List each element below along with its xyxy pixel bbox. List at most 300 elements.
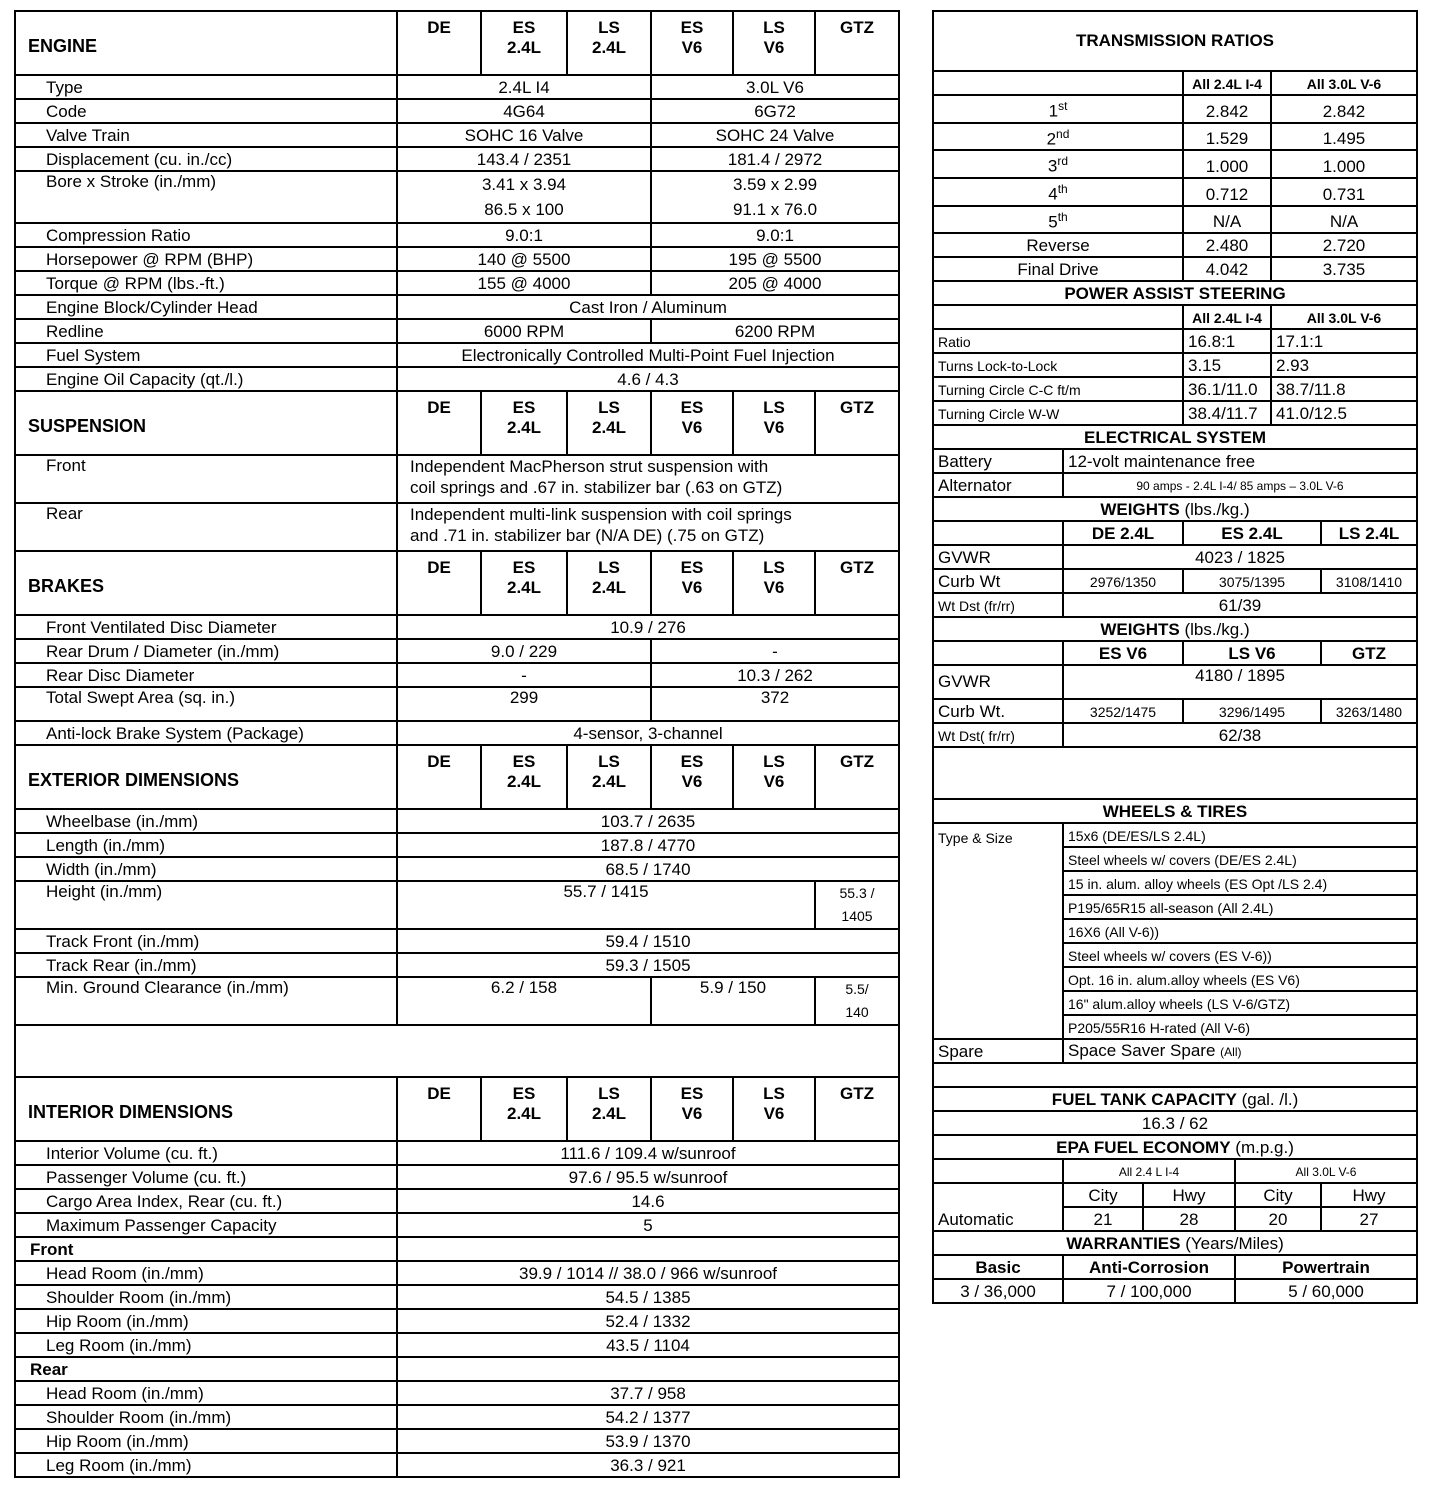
col-head: Basic <box>933 1255 1063 1279</box>
row-label: Rear Disc Diameter <box>15 663 397 687</box>
row-label: Wt Dst( fr/rr) <box>933 723 1063 747</box>
value-v6: 5.9 / 150 <box>651 977 815 1025</box>
row-label: Cargo Area Index, Rear (cu. ft.) <box>15 1189 397 1213</box>
ratio-b: N/A <box>1271 206 1417 234</box>
wheels-title: WHEELS & TIRES <box>933 799 1417 823</box>
row-label: Rear Drum / Diameter (in./mm) <box>15 639 397 663</box>
col-head: LS V6 <box>1183 641 1321 665</box>
transmission-title: TRANSMISSION RATIOS <box>933 11 1417 71</box>
value-all: 103.7 / 2635 <box>397 809 899 833</box>
table-row <box>15 929 899 953</box>
warranty-value: 5 / 60,000 <box>1235 1279 1417 1303</box>
ratio-b: 3.735 <box>1271 257 1417 281</box>
steering-title-row <box>933 281 1417 305</box>
col-head: Powertrain <box>1235 1255 1417 1279</box>
electrical-title-row <box>933 425 1417 449</box>
fuel-tank-title: FUEL TANK CAPACITY <box>1051 1090 1237 1110</box>
gear-label <box>933 123 1183 151</box>
table-row <box>933 665 1417 699</box>
table-row <box>15 1381 899 1405</box>
trim-header: DE <box>397 11 481 75</box>
value-all: 59.4 / 1510 <box>397 929 899 953</box>
col-head: GTZ <box>1321 641 1417 665</box>
gear-suffix: th <box>1057 209 1068 224</box>
row-label: Width (in./mm) <box>15 857 397 881</box>
table-row <box>15 1453 899 1477</box>
table-row <box>15 271 899 295</box>
curb-value: 2976/1350 <box>1063 569 1183 593</box>
ratio-b: 1.495 <box>1271 123 1417 151</box>
value-i4: 6.2 / 158 <box>397 977 651 1025</box>
table-row <box>15 857 899 881</box>
value-i4: 6000 RPM <box>397 319 651 343</box>
col-head: ES V6 <box>1063 641 1183 665</box>
table-row <box>933 150 1417 178</box>
value-i4: 9.0:1 <box>397 223 651 247</box>
trim-header: LS 2.4L <box>567 551 651 615</box>
row-label: Height (in./mm) <box>15 881 397 929</box>
wheel-item: 16" alum.alloy wheels (LS V-6/GTZ) <box>1063 991 1417 1015</box>
value-b: 38.7/11.8 <box>1271 377 1417 401</box>
trim-header: ES V6 <box>651 745 733 809</box>
wheel-item: 15 in. alum. alloy wheels (ES Opt /LS 2.4) <box>1063 871 1417 895</box>
mpg-value: 20 <box>1235 1207 1321 1231</box>
row-label: Alternator <box>933 473 1063 497</box>
value-all: Electronically Controlled Multi-Point Fuel Injection <box>397 343 899 367</box>
spec-table-right <box>932 10 1418 1304</box>
row-label: Spare <box>933 1039 1063 1063</box>
trim-header: ES 2.4L <box>481 551 567 615</box>
wheel-item: P195/65R15 all-season (All 2.4L) <box>1063 895 1417 919</box>
hwy-head: Hwy <box>1143 1183 1235 1207</box>
ratio-b: 2.842 <box>1271 95 1417 123</box>
trim-header: LS V6 <box>733 11 815 75</box>
value-b: 2.93 <box>1271 353 1417 377</box>
economy-title: EPA FUEL ECONOMY <box>1056 1138 1231 1158</box>
table-row <box>15 1261 899 1285</box>
gear-label: Reverse <box>933 233 1183 257</box>
warranties-title-row <box>933 1231 1417 1255</box>
value-i4: 143.4 / 2351 <box>397 147 651 171</box>
trim-header: ES V6 <box>651 11 733 75</box>
empty-cell <box>933 521 1063 545</box>
table-row <box>15 1405 899 1429</box>
wheels-title-row <box>933 799 1417 823</box>
interior-header-row <box>15 1077 899 1141</box>
gear-suffix: th <box>1057 181 1068 196</box>
table-row <box>933 95 1417 123</box>
table-head-row <box>933 641 1417 665</box>
gear-label <box>933 178 1183 206</box>
row-label: Engine Oil Capacity (qt./l.) <box>15 367 397 391</box>
warranties-unit: (Years/Miles) <box>1185 1234 1284 1254</box>
value-v6: 6200 RPM <box>651 319 899 343</box>
table-row <box>933 178 1417 206</box>
trim-header: LS 2.4L <box>567 11 651 75</box>
value-all: Cast Iron / Aluminum <box>397 295 899 319</box>
subsection-row <box>15 1237 899 1261</box>
table-row <box>933 823 1417 847</box>
value-all: 54.5 / 1385 <box>397 1285 899 1309</box>
subsection-front: Front <box>15 1237 397 1261</box>
row-label: Hip Room (in./mm) <box>15 1309 397 1333</box>
row-label: Shoulder Room (in./mm) <box>15 1285 397 1309</box>
curb-value: 3252/1475 <box>1063 699 1183 723</box>
value-all: 59.3 / 1505 <box>397 953 899 977</box>
col-head: LS 2.4L <box>1321 521 1417 545</box>
row-label: Wt Dst (fr/rr) <box>933 593 1063 617</box>
table-row <box>933 723 1417 747</box>
table-row <box>15 367 899 391</box>
group-head: All 3.0L V-6 <box>1235 1159 1417 1183</box>
subsection-rear: Rear <box>15 1357 397 1381</box>
table-row <box>15 639 899 663</box>
subsection-row <box>15 1357 899 1381</box>
col-head: All 3.0L V-6 <box>1271 305 1417 329</box>
table-head-row <box>933 305 1417 329</box>
weights-unit: (lbs./kg.) <box>1184 620 1250 640</box>
trim-header: LS 2.4L <box>567 1077 651 1141</box>
value-a: 3.15 <box>1183 353 1271 377</box>
row-label: Torque @ RPM (lbs.-ft.) <box>15 271 397 295</box>
wheel-item: P205/55R16 H-rated (All V-6) <box>1063 1015 1417 1039</box>
value-all: 12-volt maintenance free <box>1063 449 1417 473</box>
row-label: Fuel System <box>15 343 397 367</box>
spacer-row <box>15 1025 899 1077</box>
table-row <box>15 147 899 171</box>
gear-number: 1 <box>1048 101 1059 121</box>
value-i4: SOHC 16 Valve <box>397 123 651 147</box>
table-row <box>933 1279 1417 1303</box>
warranty-value: 7 / 100,000 <box>1063 1279 1235 1303</box>
table-row <box>933 1111 1417 1135</box>
table-row <box>15 881 899 929</box>
gear-label <box>933 150 1183 178</box>
gear-suffix: rd <box>1057 154 1069 169</box>
value-all: 43.5 / 1104 <box>397 1333 899 1357</box>
value-all: 10.9 / 276 <box>397 615 899 639</box>
row-label: Front <box>15 455 397 503</box>
row-label: Curb Wt <box>933 569 1063 593</box>
col-head: All 2.4L I-4 <box>1183 305 1271 329</box>
value-all: 39.9 / 1014 // 38.0 / 966 w/sunroof <box>397 1261 899 1285</box>
group-head: All 2.4 L I-4 <box>1063 1159 1235 1183</box>
gear-label <box>933 95 1183 123</box>
fuel-tank-value: 16.3 / 62 <box>933 1111 1417 1135</box>
table-row <box>15 721 899 745</box>
table-row <box>15 171 899 223</box>
value-i4: - <box>397 663 651 687</box>
exterior-title: EXTERIOR DIMENSIONS <box>15 745 397 809</box>
table-row <box>15 503 899 551</box>
row-label: Front Ventilated Disc Diameter <box>15 615 397 639</box>
curb-value: 3075/1395 <box>1183 569 1321 593</box>
value-all: 90 amps - 2.4L I-4/ 85 amps – 3.0L V-6 <box>1063 473 1417 497</box>
table-row <box>15 1213 899 1237</box>
table-row <box>15 809 899 833</box>
col-head: DE 2.4L <box>1063 521 1183 545</box>
table-row <box>15 977 899 1025</box>
weights-title: WEIGHTS <box>1100 500 1180 520</box>
value-all: 14.6 <box>397 1189 899 1213</box>
table-row <box>933 353 1417 377</box>
trim-header: DE <box>397 391 481 455</box>
wheel-item: Steel wheels w/ covers (ES V-6)) <box>1063 943 1417 967</box>
spare-note: (All) <box>1220 1045 1242 1060</box>
wheel-item: Steel wheels w/ covers (DE/ES 2.4L) <box>1063 847 1417 871</box>
city-head: City <box>1235 1183 1321 1207</box>
value-all: 37.7 / 958 <box>397 1381 899 1405</box>
trim-header: GTZ <box>815 11 899 75</box>
trim-header: LS V6 <box>733 745 815 809</box>
table-row <box>933 1039 1417 1063</box>
row-label: Passenger Volume (cu. ft.) <box>15 1165 397 1189</box>
ratio-a: 2.842 <box>1183 95 1271 123</box>
row-label: Wheelbase (in./mm) <box>15 809 397 833</box>
trim-header: ES 2.4L <box>481 391 567 455</box>
value-i4: 299 <box>397 687 651 721</box>
row-label: Curb Wt. <box>933 699 1063 723</box>
wheel-item: 16X6 (All V-6)) <box>1063 919 1417 943</box>
table-row <box>933 233 1417 257</box>
table-row <box>15 1165 899 1189</box>
value-all: 4180 / 1895 <box>1063 665 1417 699</box>
ratio-b: 1.000 <box>1271 150 1417 178</box>
row-label: Total Swept Area (sq. in.) <box>15 687 397 721</box>
table-head-row <box>933 1255 1417 1279</box>
value-v6: 205 @ 4000 <box>651 271 899 295</box>
value-all: 97.6 / 95.5 w/sunroof <box>397 1165 899 1189</box>
value-all: Independent multi-link suspension with coil springs and .71 in. stabilizer bar (N/A DE) (.75 on GTZ) <box>397 503 899 551</box>
value-v6: 3.0L V6 <box>651 75 899 99</box>
ratio-a: 1.529 <box>1183 123 1271 151</box>
gear-suffix: nd <box>1056 126 1070 141</box>
table-head-row <box>933 521 1417 545</box>
trim-header: ES 2.4L <box>481 745 567 809</box>
economy-unit: (m.p.g.) <box>1235 1138 1294 1158</box>
spacer-cell <box>933 747 1417 799</box>
spacer-row <box>933 747 1417 799</box>
mpg-value: 21 <box>1063 1207 1143 1231</box>
curb-value: 3296/1495 <box>1183 699 1321 723</box>
table-row <box>933 449 1417 473</box>
row-label: Rear <box>15 503 397 551</box>
value-v6: 3.59 x 2.99 91.1 x 76.0 <box>651 171 899 223</box>
value-all: 4.6 / 4.3 <box>397 367 899 391</box>
value-all: 5 <box>397 1213 899 1237</box>
engine-title: ENGINE <box>15 11 397 75</box>
value-i4: 9.0 / 229 <box>397 639 651 663</box>
gear-label <box>933 206 1183 234</box>
warranty-value: 3 / 36,000 <box>933 1279 1063 1303</box>
value-all: 4-sensor, 3-channel <box>397 721 899 745</box>
table-row <box>15 663 899 687</box>
row-label: Track Front (in./mm) <box>15 929 397 953</box>
ratio-b: 2.720 <box>1271 233 1417 257</box>
value-all: 187.8 / 4770 <box>397 833 899 857</box>
value-all: 62/38 <box>1063 723 1417 747</box>
row-label: Horsepower @ RPM (BHP) <box>15 247 397 271</box>
value-all: 54.2 / 1377 <box>397 1405 899 1429</box>
table-row <box>933 473 1417 497</box>
row-label: Turns Lock-to-Lock <box>933 353 1183 377</box>
value-i4: 4G64 <box>397 99 651 123</box>
spacer-cell <box>15 1025 899 1077</box>
table-head-row <box>933 1159 1417 1183</box>
table-row <box>15 123 899 147</box>
ratio-b: 0.731 <box>1271 178 1417 206</box>
trim-header: ES 2.4L <box>481 11 567 75</box>
trim-header: DE <box>397 745 481 809</box>
spacer-row <box>933 1063 1417 1087</box>
value-v6: - <box>651 639 899 663</box>
row-label: Hip Room (in./mm) <box>15 1429 397 1453</box>
trim-header: ES 2.4L <box>481 1077 567 1141</box>
row-label: Maximum Passenger Capacity <box>15 1213 397 1237</box>
empty-cell <box>397 1357 899 1381</box>
row-label: Head Room (in./mm) <box>15 1261 397 1285</box>
spec-table-left <box>14 10 900 1478</box>
row-label: Compression Ratio <box>15 223 397 247</box>
trim-header: ES V6 <box>651 551 733 615</box>
trim-header: GTZ <box>815 745 899 809</box>
table-row <box>933 206 1417 234</box>
gear-number: 2 <box>1046 129 1057 149</box>
curb-value: 3263/1480 <box>1321 699 1417 723</box>
trim-header: DE <box>397 551 481 615</box>
spacer-cell <box>933 1063 1417 1087</box>
row-label: Shoulder Room (in./mm) <box>15 1405 397 1429</box>
empty-cell <box>933 1159 1063 1183</box>
table-row <box>15 319 899 343</box>
brakes-title: BRAKES <box>15 551 397 615</box>
value-all: 36.3 / 921 <box>397 1453 899 1477</box>
ratio-a: N/A <box>1183 206 1271 234</box>
value-v6: 372 <box>651 687 899 721</box>
value-a: 36.1/11.0 <box>1183 377 1271 401</box>
row-label: GVWR <box>933 665 1063 699</box>
fuel-tank-title-row <box>933 1087 1417 1111</box>
trim-header: GTZ <box>815 391 899 455</box>
table-row <box>15 1309 899 1333</box>
ratio-a: 1.000 <box>1183 150 1271 178</box>
table-row <box>933 699 1417 723</box>
trim-header: LS V6 <box>733 391 815 455</box>
col-head: ES 2.4L <box>1183 521 1321 545</box>
exterior-header-row <box>15 745 899 809</box>
trim-header: LS V6 <box>733 1077 815 1141</box>
row-label: Type <box>15 75 397 99</box>
table-row <box>933 123 1417 151</box>
table-row <box>933 329 1417 353</box>
table-row <box>933 257 1417 281</box>
col-head: All 3.0L V-6 <box>1271 71 1417 95</box>
value-a: 16.8:1 <box>1183 329 1271 353</box>
gear-number: 4 <box>1048 184 1058 204</box>
row-label: Anti-lock Brake System (Package) <box>15 721 397 745</box>
spare-value: Space Saver Spare <box>1068 1041 1216 1061</box>
table-row <box>933 545 1417 569</box>
table-head-row <box>933 1183 1417 1207</box>
empty-cell <box>397 1237 899 1261</box>
row-label: Track Rear (in./mm) <box>15 953 397 977</box>
value-all: 111.6 / 109.4 w/sunroof <box>397 1141 899 1165</box>
value-all: 53.9 / 1370 <box>397 1429 899 1453</box>
suspension-title: SUSPENSION <box>15 391 397 455</box>
trim-header: ES V6 <box>651 1077 733 1141</box>
row-label: Min. Ground Clearance (in./mm) <box>15 977 397 1025</box>
trim-header: GTZ <box>815 1077 899 1141</box>
value-i4: 155 @ 4000 <box>397 271 651 295</box>
value-all-but-gtz: 55.7 / 1415 <box>397 881 815 929</box>
value-i4: 140 @ 5500 <box>397 247 651 271</box>
gear-number: 5 <box>1048 212 1058 232</box>
trim-header: ES V6 <box>651 391 733 455</box>
row-label: Valve Train <box>15 123 397 147</box>
table-row <box>15 615 899 639</box>
value-v6: 195 @ 5500 <box>651 247 899 271</box>
table-row <box>15 223 899 247</box>
col-head: Anti-Corrosion <box>1063 1255 1235 1279</box>
table-row <box>933 569 1417 593</box>
empty-cell <box>933 305 1183 329</box>
gear-number: 3 <box>1047 156 1058 176</box>
table-row <box>15 1189 899 1213</box>
table-row <box>933 593 1417 617</box>
row-label: Turning Circle C-C ft/m <box>933 377 1183 401</box>
row-label: Automatic <box>933 1183 1063 1231</box>
value-i4: 2.4L I4 <box>397 75 651 99</box>
row-label: Engine Block/Cylinder Head <box>15 295 397 319</box>
table-row <box>15 1333 899 1357</box>
trim-header: DE <box>397 1077 481 1141</box>
weights1-title-row <box>933 497 1417 521</box>
trim-header: LS 2.4L <box>567 391 651 455</box>
row-label: Type & Size <box>933 823 1063 1039</box>
value-v6: 6G72 <box>651 99 899 123</box>
trim-header: GTZ <box>815 551 899 615</box>
value-a: 38.4/11.7 <box>1183 401 1271 425</box>
value-gtz: 55.3 / 1405 <box>815 881 899 929</box>
value-all: 4023 / 1825 <box>1063 545 1417 569</box>
row-label: Displacement (cu. in./cc) <box>15 147 397 171</box>
hwy-head: Hwy <box>1321 1183 1417 1207</box>
fuel-tank-unit: (gal. /l.) <box>1241 1090 1299 1110</box>
row-label: Turning Circle W-W <box>933 401 1183 425</box>
brakes-header-row <box>15 551 899 615</box>
table-row <box>15 953 899 977</box>
ratio-a: 0.712 <box>1183 178 1271 206</box>
electrical-title: ELECTRICAL SYSTEM <box>933 425 1417 449</box>
suspension-header-row <box>15 391 899 455</box>
steering-title: POWER ASSIST STEERING <box>933 281 1417 305</box>
weights-unit: (lbs./kg.) <box>1184 500 1250 520</box>
economy-title-row <box>933 1135 1417 1159</box>
row-label: Interior Volume (cu. ft.) <box>15 1141 397 1165</box>
row-label: GVWR <box>933 545 1063 569</box>
value-v6: 9.0:1 <box>651 223 899 247</box>
table-row <box>15 1285 899 1309</box>
value-b: 17.1:1 <box>1271 329 1417 353</box>
engine-header-row <box>15 11 899 75</box>
gear-suffix: st <box>1058 99 1068 113</box>
table-row <box>15 455 899 503</box>
table-row <box>933 377 1417 401</box>
table-row <box>15 295 899 319</box>
value-all: 52.4 / 1332 <box>397 1309 899 1333</box>
value-v6: SOHC 24 Valve <box>651 123 899 147</box>
ratio-a: 4.042 <box>1183 257 1271 281</box>
